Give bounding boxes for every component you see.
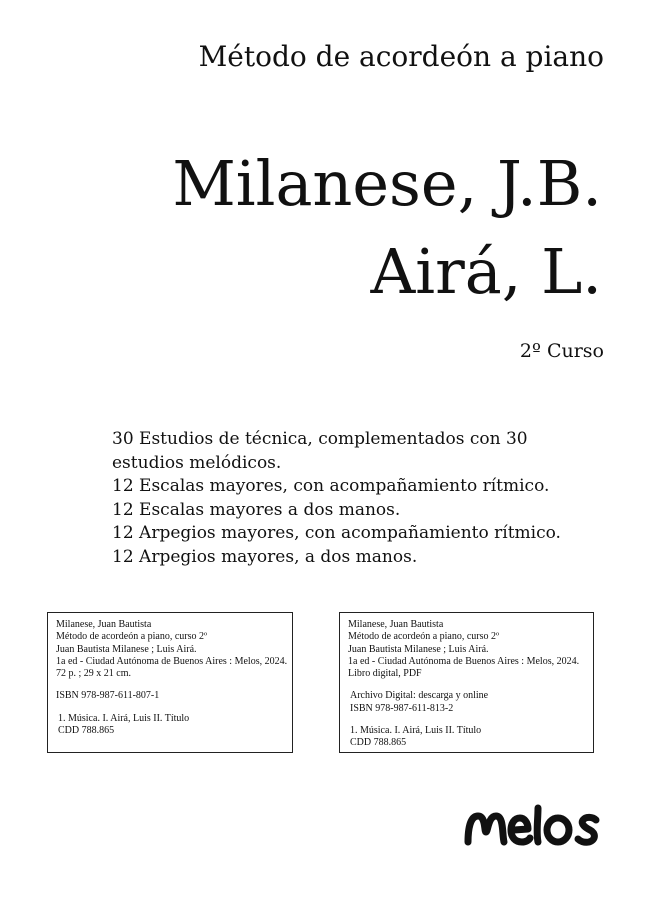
card-title: Método de acordeón a piano, curso 2º [348,631,500,643]
melos-logo [462,802,608,850]
card-cdd: CDD 788.865 [350,737,407,749]
catalog-card-print [47,612,293,753]
card-extent: 72 p. ; 29 x 21 cm. [56,668,131,680]
card-archive: Archivo Digital: descarga y online [350,690,489,702]
author-name-1: Milanese, J.B. [172,147,602,220]
contents-item: 12 Escalas mayores, con acompañamiento rítmico. [112,476,550,496]
book-subtitle: Método de acordeón a piano [198,40,604,73]
contents-item: 12 Escalas mayores a dos manos. [112,499,401,520]
card-isbn: ISBN 978-987-611-807-1 [56,690,160,702]
contents-item: 12 Arpegios mayores, a dos manos. [112,546,418,567]
card-title: Método de acordeón a piano, curso 2º [56,631,208,643]
card-subjects: 1. Música. I. Airá, Luis II. Título [350,725,482,737]
card-cdd: CDD 788.865 [58,725,115,737]
card-isbn: ISBN 978-987-611-813-2 [350,702,454,714]
course-label: 2º Curso [519,340,604,362]
card-author: Milanese, Juan Bautista [348,619,444,630]
contents-list [112,428,582,569]
contents-item: 30 Estudios de técnica, complementados con 30 estudios melódicos. [112,429,528,473]
author-name-2: Airá, L. [370,235,602,308]
card-format: Libro digital, PDF [348,668,422,680]
card-responsibility: Juan Bautista Milanese ; Luis Airá. [348,643,489,655]
card-author: Milanese, Juan Bautista [56,619,152,630]
card-edition: 1a ed - Ciudad Autónoma de Buenos Aires : Melos, 2024. [348,655,580,667]
card-edition: 1a ed - Ciudad Autónoma de Buenos Aires : Melos, 2024. [56,655,288,667]
catalog-card-digital [339,612,594,753]
contents-item: 12 Arpegios mayores, con acompañamiento rítmico. [112,523,561,543]
card-subjects: 1. Música. I. Airá, Luis II. Título [58,712,190,724]
card-responsibility: Juan Bautista Milanese ; Luis Airá. [56,643,197,655]
